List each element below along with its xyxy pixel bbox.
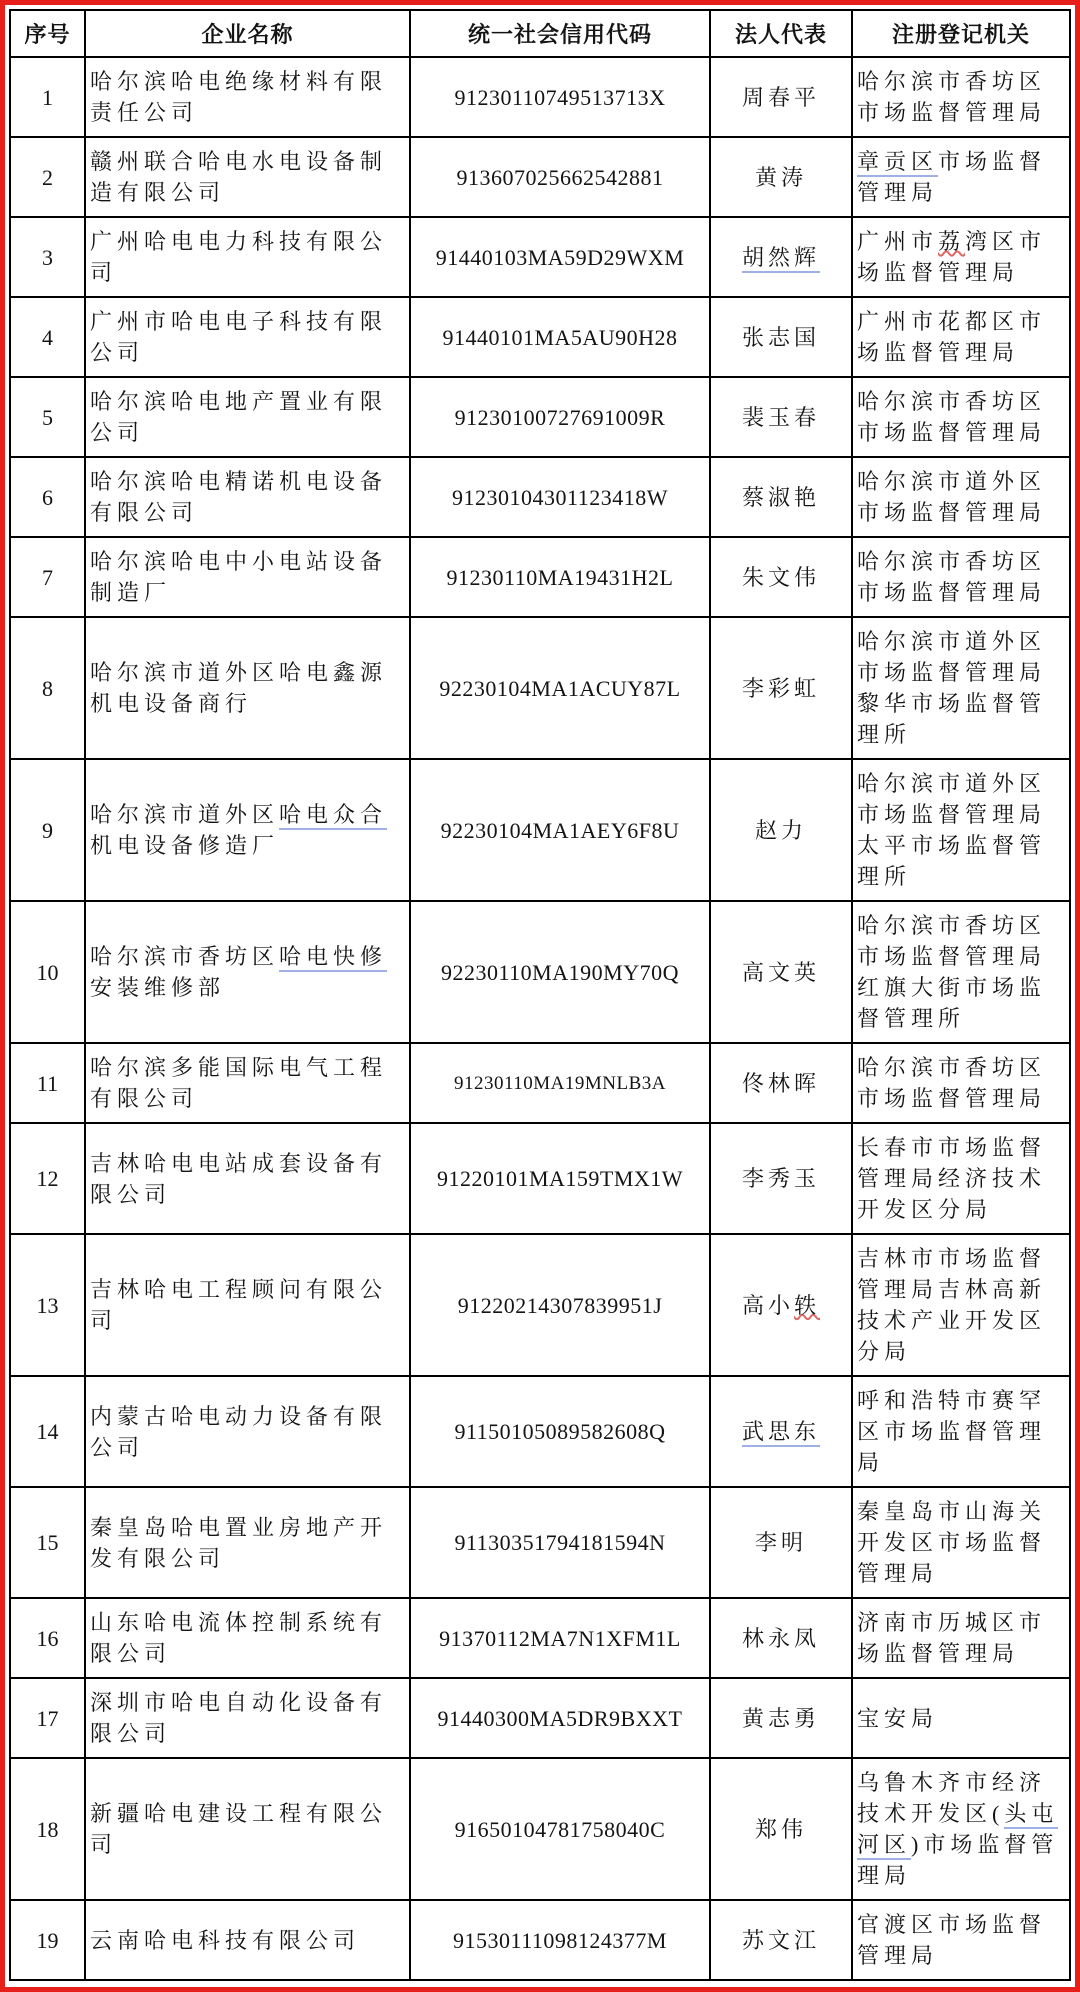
table-row [10,1678,1070,1758]
cell-credit-code: 91530111098124377M [410,1900,710,1980]
cell-credit-code: 91130351794181594N [410,1487,710,1598]
cell-authority: 广州市荔湾区市场监督管理局 [852,217,1070,297]
table-row [10,217,1070,297]
company-table [9,9,1071,1981]
cell-company-name: 赣州联合哈电水电设备制造有限公司 [85,137,410,217]
cell-authority: 吉林市市场监督管理局吉林高新技术产业开发区分局 [852,1234,1070,1376]
cell-legal-rep: 裴玉春 [710,377,852,457]
cell-authority: 乌鲁木齐市经济技术开发区(头屯河区)市场监督管理局 [852,1758,1070,1900]
cell-authority: 哈尔滨市香坊区市场监督管理局红旗大街市场监督管理所 [852,901,1070,1043]
column-header-legal-rep: 法人代表 [710,10,852,57]
cell-company-name: 哈尔滨市香坊区哈电快修安装维修部 [85,901,410,1043]
cell-seq: 3 [10,217,85,297]
cell-legal-rep [710,217,852,297]
cell-seq: 5 [10,377,85,457]
cell-company-name: 广州哈电电力科技有限公司 [85,217,410,297]
cell-credit-code: 913607025662542881 [410,137,710,217]
column-header-authority: 注册登记机关 [852,10,1070,57]
column-header-credit-code: 统一社会信用代码 [410,10,710,57]
cell-seq: 8 [10,617,85,759]
proofing-mark: 哈电众合 [279,802,387,830]
cell-company-name: 内蒙古哈电动力设备有限公司 [85,1376,410,1487]
cell-company-name: 吉林哈电工程顾问有限公司 [85,1234,410,1376]
cell-authority: 哈尔滨市香坊区市场监督管理局 [852,377,1070,457]
cell-legal-rep: 黄志勇 [710,1678,852,1758]
table-row [10,1598,1070,1678]
table-row [10,901,1070,1043]
cell-authority: 章贡区市场监督管理局 [852,137,1070,217]
column-header-seq: 序号 [10,10,85,57]
table-row [10,457,1070,537]
cell-seq: 12 [10,1123,85,1234]
table-row [10,759,1070,901]
cell-legal-rep: 李明 [710,1487,852,1598]
cell-credit-code: 92230104MA1AEY6F8U [410,759,710,901]
cell-credit-code: 91230110749513713X [410,57,710,137]
table-row [10,617,1070,759]
cell-credit-code: 91220101MA159TMX1W [410,1123,710,1234]
cell-seq: 6 [10,457,85,537]
cell-authority: 哈尔滨市香坊区市场监督管理局 [852,537,1070,617]
cell-company-name: 哈尔滨多能国际电气工程有限公司 [85,1043,410,1123]
cell-seq: 19 [10,1900,85,1980]
cell-company-name: 广州市哈电电子科技有限公司 [85,297,410,377]
cell-seq: 13 [10,1234,85,1376]
cell-credit-code: 91230110MA19MNLB3A [410,1043,710,1123]
cell-seq: 11 [10,1043,85,1123]
table-row [10,537,1070,617]
table-row [10,1487,1070,1598]
column-header-company: 企业名称 [85,10,410,57]
cell-credit-code: 91230110MA19431H2L [410,537,710,617]
cell-credit-code: 91440300MA5DR9BXXT [410,1678,710,1758]
cell-company-name: 深圳市哈电自动化设备有限公司 [85,1678,410,1758]
cell-legal-rep: 张志国 [710,297,852,377]
cell-authority: 哈尔滨市道外区市场监督管理局 [852,457,1070,537]
cell-company-name: 哈尔滨哈电中小电站设备制造厂 [85,537,410,617]
cell-legal-rep: 蔡淑艳 [710,457,852,537]
proofing-mark: 胡然辉 [742,245,820,273]
cell-legal-rep: 苏文江 [710,1900,852,1980]
cell-seq: 17 [10,1678,85,1758]
cell-company-name: 哈尔滨市道外区哈电鑫源机电设备商行 [85,617,410,759]
cell-credit-code: 92230104MA1ACUY87L [410,617,710,759]
cell-credit-code: 91440101MA5AU90H28 [410,297,710,377]
cell-authority: 哈尔滨市道外区市场监督管理局黎华市场监督管理所 [852,617,1070,759]
cell-legal-rep: 郑伟 [710,1758,852,1900]
cell-legal-rep: 李彩虹 [710,617,852,759]
cell-authority: 呼和浩特市赛罕区市场监督管理局 [852,1376,1070,1487]
cell-seq: 4 [10,297,85,377]
cell-credit-code: 91370112MA7N1XFM1L [410,1598,710,1678]
cell-credit-code: 91650104781758040C [410,1758,710,1900]
cell-credit-code: 92230110MA190MY70Q [410,901,710,1043]
table-row [10,1900,1070,1980]
cell-seq: 9 [10,759,85,901]
cell-seq: 16 [10,1598,85,1678]
cell-seq: 15 [10,1487,85,1598]
cell-legal-rep: 李秀玉 [710,1123,852,1234]
cell-credit-code: 91230104301123418W [410,457,710,537]
cell-seq: 18 [10,1758,85,1900]
cell-credit-code: 91220214307839951J [410,1234,710,1376]
cell-authority: 官渡区市场监督管理局 [852,1900,1070,1980]
cell-credit-code: 91230100727691009R [410,377,710,457]
proofing-mark: 哈电快修 [279,944,387,972]
cell-authority: 哈尔滨市香坊区市场监督管理局 [852,57,1070,137]
table-body [10,57,1070,1980]
table-header [10,10,1070,57]
cell-legal-rep: 林永凤 [710,1598,852,1678]
cell-legal-rep: 高文英 [710,901,852,1043]
cell-company-name: 哈尔滨哈电地产置业有限公司 [85,377,410,457]
cell-legal-rep: 佟林晖 [710,1043,852,1123]
cell-credit-code: 91440103MA59D29WXM [410,217,710,297]
proofing-mark: 头屯河区 [857,1801,1058,1860]
cell-company-name: 山东哈电流体控制系统有限公司 [85,1598,410,1678]
table-row [10,1376,1070,1487]
cell-authority: 广州市花都区市场监督管理局 [852,297,1070,377]
cell-legal-rep [710,1376,852,1487]
table-row [10,57,1070,137]
table-row [10,297,1070,377]
proofing-mark: 章贡区 [857,149,938,177]
table-row [10,137,1070,217]
cell-credit-code: 91150105089582608Q [410,1376,710,1487]
cell-seq: 2 [10,137,85,217]
cell-legal-rep: 周春平 [710,57,852,137]
table-row [10,1758,1070,1900]
cell-authority: 长春市市场监督管理局经济技术开发区分局 [852,1123,1070,1234]
cell-company-name: 哈尔滨哈电绝缘材料有限责任公司 [85,57,410,137]
table-row [10,1043,1070,1123]
cell-company-name: 哈尔滨市道外区哈电众合机电设备修造厂 [85,759,410,901]
cell-company-name: 吉林哈电电站成套设备有限公司 [85,1123,410,1234]
cell-seq: 14 [10,1376,85,1487]
cell-authority: 济南市历城区市场监督管理局 [852,1598,1070,1678]
table-row [10,1234,1070,1376]
cell-authority: 秦皇岛市山海关开发区市场监督管理局 [852,1487,1070,1598]
table-row [10,377,1070,457]
proofing-mark: 武思东 [742,1419,820,1447]
cell-legal-rep: 朱文伟 [710,537,852,617]
cell-company-name: 哈尔滨哈电精诺机电设备有限公司 [85,457,410,537]
cell-seq: 7 [10,537,85,617]
proofing-mark: 荔 [938,229,966,254]
cell-legal-rep: 黄涛 [710,137,852,217]
cell-company-name: 云南哈电科技有限公司 [85,1900,410,1980]
table-row [10,1123,1070,1234]
cell-legal-rep: 赵力 [710,759,852,901]
cell-legal-rep: 高小轶 [710,1234,852,1376]
proofing-mark: 轶 [794,1292,821,1318]
cell-seq: 10 [10,901,85,1043]
cell-company-name: 新疆哈电建设工程有限公司 [85,1758,410,1900]
cell-authority: 宝安局 [852,1678,1070,1758]
header-row [10,10,1070,57]
cell-company-name: 秦皇岛哈电置业房地产开发有限公司 [85,1487,410,1598]
cell-authority: 哈尔滨市香坊区市场监督管理局 [852,1043,1070,1123]
cell-authority: 哈尔滨市道外区市场监督管理局太平市场监督管理所 [852,759,1070,901]
cell-seq: 1 [10,57,85,137]
